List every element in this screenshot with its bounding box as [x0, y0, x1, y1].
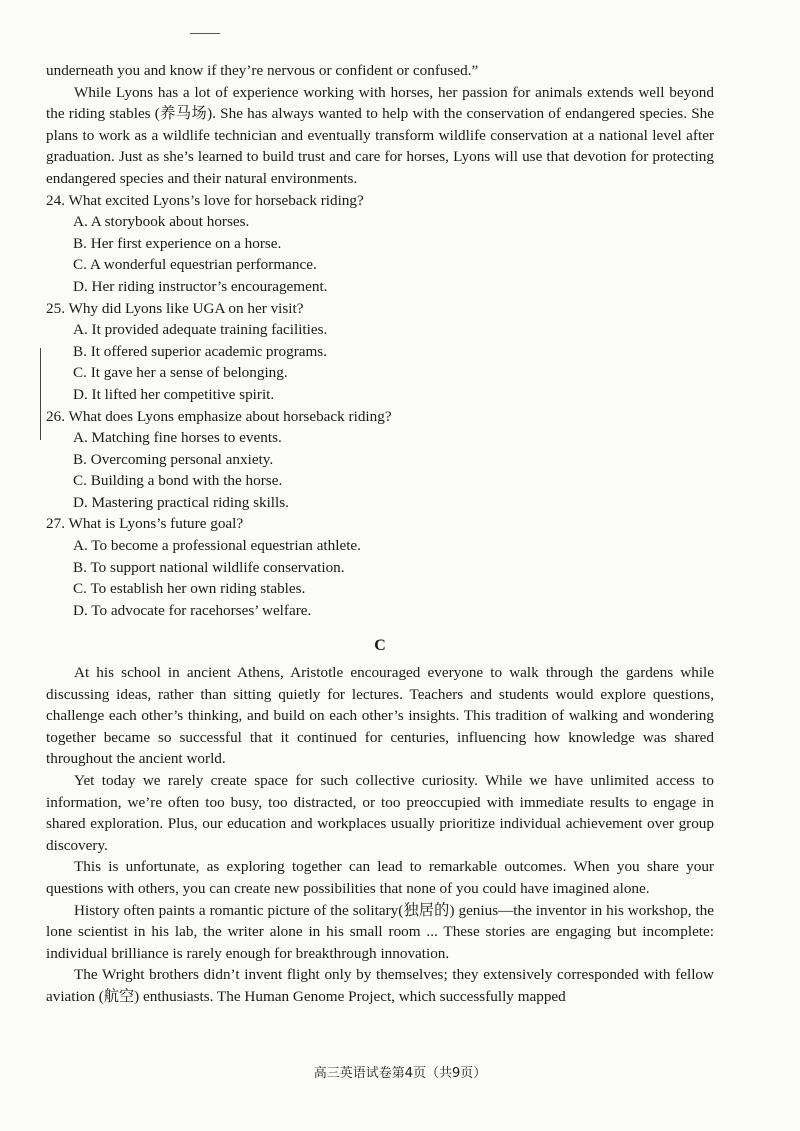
question-24: [46, 190, 714, 298]
question-stem: 26. What does Lyons emphasize about horseback riding?: [46, 407, 392, 425]
passage-c-paragraph: The Wright brothers didn’t invent flight only by themselves; they extensively corresponded with fellow aviation (航空) enthusiasts. The Human Genome Project, which successfully mapped: [46, 966, 714, 1005]
option-c: C. Building a bond with the horse.: [73, 472, 283, 490]
option-c: C. A wonderful equestrian performance.: [73, 256, 317, 274]
passage-c-paragraph: History often paints a romantic picture of the solitary(独居的) genius—the inventor in his workshop, the lone scientist in his lab, the writer alone in his small room ... These stories are engaging but incomplete: individual brilliance is rarely enough for breakthrough innovation.: [46, 901, 714, 962]
option-a: A. A storybook about horses.: [73, 213, 250, 231]
question-stem: 24. What excited Lyons’s love for horseback riding?: [46, 191, 364, 209]
option-b: B. To support national wildlife conservation.: [73, 558, 345, 576]
option-d: D. Mastering practical riding skills.: [73, 493, 289, 511]
option-d: D. It lifted her competitive spirit.: [73, 385, 275, 403]
question-25: [46, 298, 714, 406]
passage-c-paragraph: At his school in ancient Athens, Aristotle encouraged everyone to walk through the gardens while discussing ideas, rather than sitting quietly for lectures. Teachers and students would explore questions, challenge each other’s thinking, and build on each other’s insights. This tradition of walking and wondering together became so successful that it continued for centuries, influencing how knowledge was shared throughout the ancient world.: [46, 664, 714, 768]
option-c: C. To establish her own riding stables.: [73, 580, 306, 598]
option-c: C. It gave her a sense of belonging.: [73, 364, 288, 382]
option-a: A. To become a professional equestrian athlete.: [73, 537, 361, 555]
question-27: [46, 513, 714, 621]
section-heading: C: [374, 637, 386, 655]
passage-c-paragraph: This is unfortunate, as exploring together can lead to remarkable outcomes. When you share your questions with others, you can create new possibilities that none of you could have imagined alone.: [46, 858, 714, 897]
option-a: A. Matching fine horses to events.: [73, 429, 282, 447]
option-a: A. It provided adequate training facilities.: [73, 321, 328, 339]
passage-b-continued-line: underneath you and know if they’re nervous or confident or confused.”: [46, 62, 479, 79]
margin-mark: [40, 348, 41, 440]
page-content: [46, 60, 714, 1008]
question-stem: 27. What is Lyons’s future goal?: [46, 515, 244, 533]
question-stem: 25. Why did Lyons like UGA on her visit?: [46, 299, 304, 317]
option-d: D. Her riding instructor’s encouragement.: [73, 277, 328, 295]
option-b: B. Overcoming personal anxiety.: [73, 450, 274, 468]
passage-b-paragraph: While Lyons has a lot of experience working with horses, her passion for animals extends well beyond the riding stables (养马场). She has always wanted to help with the conservation of endangered species. She plans to work as a wildlife technician and eventually transform wildlife conservation at a national level after graduation. Just as she’s learned to build trust and care for horses, Lyons will use that devotion for protecting endangered species and their natural environments.: [46, 83, 714, 187]
option-b: B. It offered superior academic programs.: [73, 342, 328, 360]
option-d: D. To advocate for racehorses’ welfare.: [73, 601, 312, 619]
option-b: B. Her first experience on a horse.: [73, 234, 282, 252]
question-26: [46, 406, 714, 514]
top-rule: [190, 33, 220, 34]
page-footer: 高三英语试卷第4页（共9页）: [313, 1066, 487, 1081]
passage-c-paragraph: Yet today we rarely create space for such collective curiosity. While we have unlimited access to information, we’re often too busy, too distracted, or too preoccupied with immediate results to engage in shared exploration. Plus, our education and workplaces usually prioritize individual achievement over group discovery.: [46, 772, 714, 854]
